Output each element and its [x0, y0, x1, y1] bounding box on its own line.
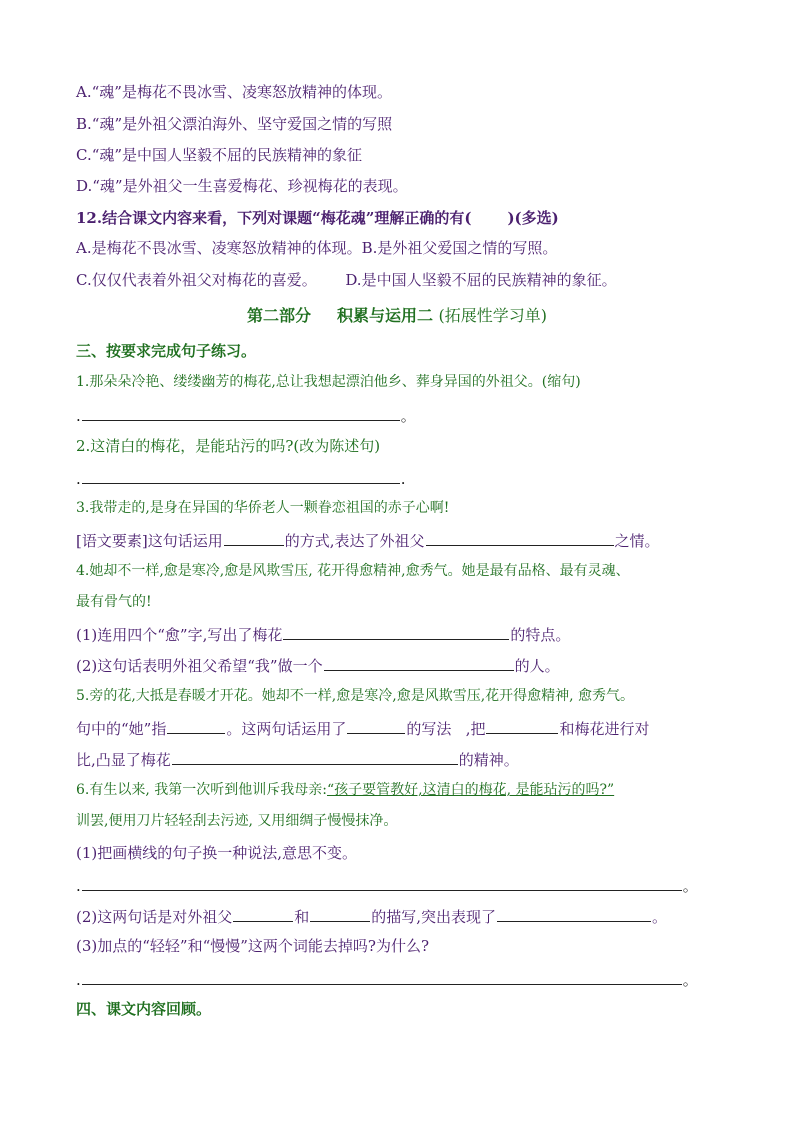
s5-blank-3[interactable] [486, 717, 558, 734]
answer-end: 。 [400, 407, 416, 425]
sentence-6-line-2: 训罢,便用刀片轻轻刮去污迹, 又用细绸子慢慢抹净。 [76, 813, 398, 829]
sentence-4-line-2: 最有骨气的! [76, 594, 152, 610]
answer-dot: . [76, 470, 81, 488]
option-a: A.“魂”是梅花不畏冰雪、凌寒怒放精神的体现。 [76, 83, 392, 101]
answer-end: 。 [682, 877, 698, 895]
q12-stem-end: )(多选) [507, 209, 559, 227]
sentence-6-part-1-answer [76, 874, 698, 896]
s5-text-a: 句中的“她”指 [76, 720, 167, 738]
s4-p1-text-b: 的特点。 [510, 626, 571, 644]
sentence-5: 5.旁的花,大抵是春暖才开花。她却不一样,愈是寒冷,愈是风欺雪压,花开得愈精神, 愈秀气。 [76, 688, 635, 704]
q12-option-line-2: C.仅仅代表着外祖父对梅花的喜爱。 D.是中国人坚毅不屈的民族精神的象征。 [76, 271, 617, 289]
s6-underlined-sentence: “孩子要管教好,这清白的梅花, 是能玷污的吗?” [326, 782, 615, 798]
s5-text-f: 比,凸显了梅花 [76, 751, 171, 769]
s4-p2-text-a: (2)这句话表明外祖父希望“我”做一个 [76, 657, 323, 675]
sentence-3: 3.我带走的,是身在异国的华侨老人一颗眷恋祖国的赤子心啊! [76, 500, 450, 516]
part-2-label: 第二部分 [246, 306, 311, 325]
sentence-6-part-1: (1)把画横线的句子换一种说法,意思不变。 [76, 844, 358, 862]
s4-p2-text-b: 的人。 [514, 657, 560, 675]
sentence-4-part-1 [76, 623, 570, 645]
q12-answer-blank[interactable] [472, 207, 506, 223]
s5-text-d: ,把 [465, 720, 486, 738]
sentence-4-line-1: 4.她却不一样,愈是寒冷,愈是风欺雪压, 花开得愈精神,愈秀气。她是最有品格、最有灵魂、 [76, 563, 630, 579]
s3-text-b: 的方式,表达了外祖父 [284, 532, 425, 550]
sentence-2-answer [76, 467, 406, 489]
question-12 [76, 207, 559, 228]
s5-text-b: 。这两句话运用了 [226, 720, 347, 738]
s4-blank-2[interactable] [324, 654, 514, 671]
sentence-5-task-2 [76, 748, 519, 770]
s6-blank-5[interactable] [82, 968, 682, 985]
s5-text-c: 的写法 [406, 720, 452, 738]
s5-text-g: 的精神。 [458, 751, 519, 769]
s6-p2-text-b: 和 [294, 908, 310, 926]
s6-blank-2[interactable] [233, 905, 293, 922]
sentence-1-answer [76, 404, 416, 426]
s5-blank-4[interactable] [172, 748, 458, 765]
s5-blank-1[interactable] [167, 717, 225, 734]
q12-option-line-1: A.是梅花不畏冰雪、凌寒怒放精神的体现。B.是外祖父爱国之情的写照。 [76, 239, 558, 257]
sentence-1-blank[interactable] [82, 404, 400, 421]
answer-dot: . [76, 971, 81, 989]
s3-text-c: 之情。 [614, 532, 660, 550]
s6-p2-text-c: 的描写,突出表现了 [371, 908, 497, 926]
option-c: C.“魂”是中国人坚毅不屈的民族精神的象征 [76, 146, 363, 164]
sentence-3-task [76, 529, 660, 551]
answer-end: 。 [682, 971, 698, 989]
option-b: B.“魂”是外祖父漂泊海外、坚守爱国之情的写照 [76, 115, 393, 133]
s6-blank-1[interactable] [82, 874, 682, 891]
s4-blank-1[interactable] [283, 623, 509, 640]
s6-p2-text-a: (2)这两句话是对外祖父 [76, 908, 233, 926]
sentence-4-part-2 [76, 654, 560, 676]
sentence-6-line-1 [76, 780, 614, 800]
s3-blank-1[interactable] [224, 529, 284, 546]
sentence-1: 1.那朵朵冷艳、缕缕幽芳的梅花,总让我想起漂泊他乡、葬身异国的外祖父。(缩句) [76, 374, 581, 390]
s6-blank-4[interactable] [497, 905, 651, 922]
answer-end: . [400, 470, 406, 488]
q12-stem: 12.结合课文内容来看，下列对课题“梅花魂”理解正确的有( [76, 209, 472, 227]
part-2-title [0, 305, 794, 327]
s4-p1-text-a: (1)连用四个“愈”字,写出了梅花 [76, 626, 283, 644]
sentence-6-part-3: (3)加点的“轻轻”和“慢慢”这两个词能去掉吗?为什么? [76, 937, 430, 955]
option-d: D.“魂”是外祖父一生喜爱梅花、珍视梅花的表现。 [76, 177, 408, 195]
sentence-6-part-3-answer [76, 968, 698, 990]
s5-text-e: 和梅花进行对 [559, 720, 650, 738]
s6-blank-3[interactable] [310, 905, 370, 922]
sentence-6-part-2 [76, 905, 667, 927]
part-2-note: (拓展性学习单) [438, 306, 548, 325]
s6-text-a: 6.有生以来, 我第一次听到他训斥我母亲: [76, 782, 327, 798]
section-4-heading: 四、课文内容回顾。 [76, 1000, 212, 1018]
sentence-2-blank[interactable] [82, 467, 400, 484]
sentence-2: 2.这清白的梅花，是能玷污的吗?(改为陈述句) [76, 437, 381, 455]
part-2-subject: 积累与运用二 [336, 306, 433, 325]
sentence-5-task-1 [76, 717, 649, 739]
s3-text-a: [语文要素]这句话运用 [76, 532, 223, 550]
s5-blank-2[interactable] [347, 717, 405, 734]
section-3-heading: 三、按要求完成句子练习。 [76, 342, 257, 360]
s6-p2-text-d: 。 [652, 908, 668, 926]
s3-blank-2[interactable] [426, 529, 614, 546]
answer-dot: . [76, 407, 81, 425]
answer-dot: . [76, 877, 81, 895]
